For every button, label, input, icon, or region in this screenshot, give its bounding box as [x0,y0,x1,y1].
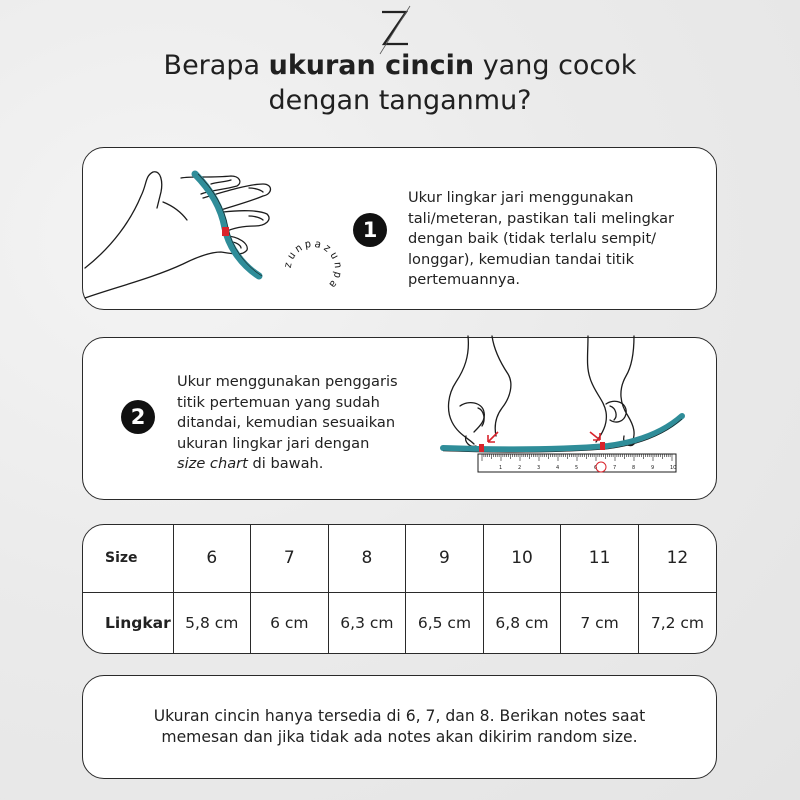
ruler-number: 5 [575,465,579,471]
availability-note: Ukuran cincin hanya tersedia di 6, 7, dan 8. Berikan notes saat memesan dan jika tidak ada notes akan dikirim random size. [153,707,646,746]
size-cell: 11 [561,525,639,592]
size-cell: 12 [638,525,716,592]
ruler-number: 8 [632,465,636,471]
size-cell: 6 [173,525,251,592]
brand-stamp [268,224,358,314]
step-2-card [82,337,717,500]
circumference-cell: 6,3 cm [328,592,406,653]
brand-logo [372,4,418,54]
size-row-label: Size [83,525,173,592]
measuring-rope [195,174,259,276]
size-chart [82,524,717,654]
ruler-illustration [438,336,698,499]
size-cell: 8 [328,525,406,592]
ruler-number: 6 [594,465,598,471]
ruler-number: 3 [537,465,541,471]
ruler-number: 9 [651,465,655,471]
step-2-text: Ukur menggunakan penggaris titik pertemuan yang sudah ditandai, kemudian sesuaikan ukuran lingkar jari dengan size chart di bawah. [177,373,398,472]
size-cell: 7 [251,525,329,592]
size-cell: 10 [483,525,561,592]
step-1-number: 1 [353,213,387,247]
circumference-cell: 7 cm [561,592,639,653]
circumference-cell: 5,8 cm [173,592,251,653]
circumference-row [83,592,716,653]
circumference-cell: 6,5 cm [406,592,484,653]
ruler-number: 1 [499,465,503,471]
svg-text:zunpazunpa: zunpazunpa [281,237,345,293]
size-row [83,525,716,592]
ruler-number: 7 [613,465,617,471]
ruler-number: 4 [556,465,560,471]
step-1-card [82,147,717,310]
circumference-row-label: Lingkar [83,592,173,653]
step-1-text: Ukur lingkar jari menggunakan tali/meteran, pastikan tali melingkar dengan baik (tidak terlalu sempit/ longgar), kemudian tandai titik pertemuannya. [408,189,675,288]
size-table [83,525,716,653]
mark-point [222,227,229,236]
circumference-cell: 7,2 cm [650,613,705,632]
ruler-number: 2 [518,465,522,471]
size-cell: 9 [406,525,484,592]
availability-note-card [82,675,717,779]
step-2-number: 2 [121,400,155,434]
circumference-cell: 6 cm [251,592,329,653]
circumference-cell: 6,8 cm [483,592,561,653]
ruler-number: 10 [670,465,677,471]
page-title: Berapa ukuran cincin yang cocok dengan tanganmu? [163,50,637,116]
